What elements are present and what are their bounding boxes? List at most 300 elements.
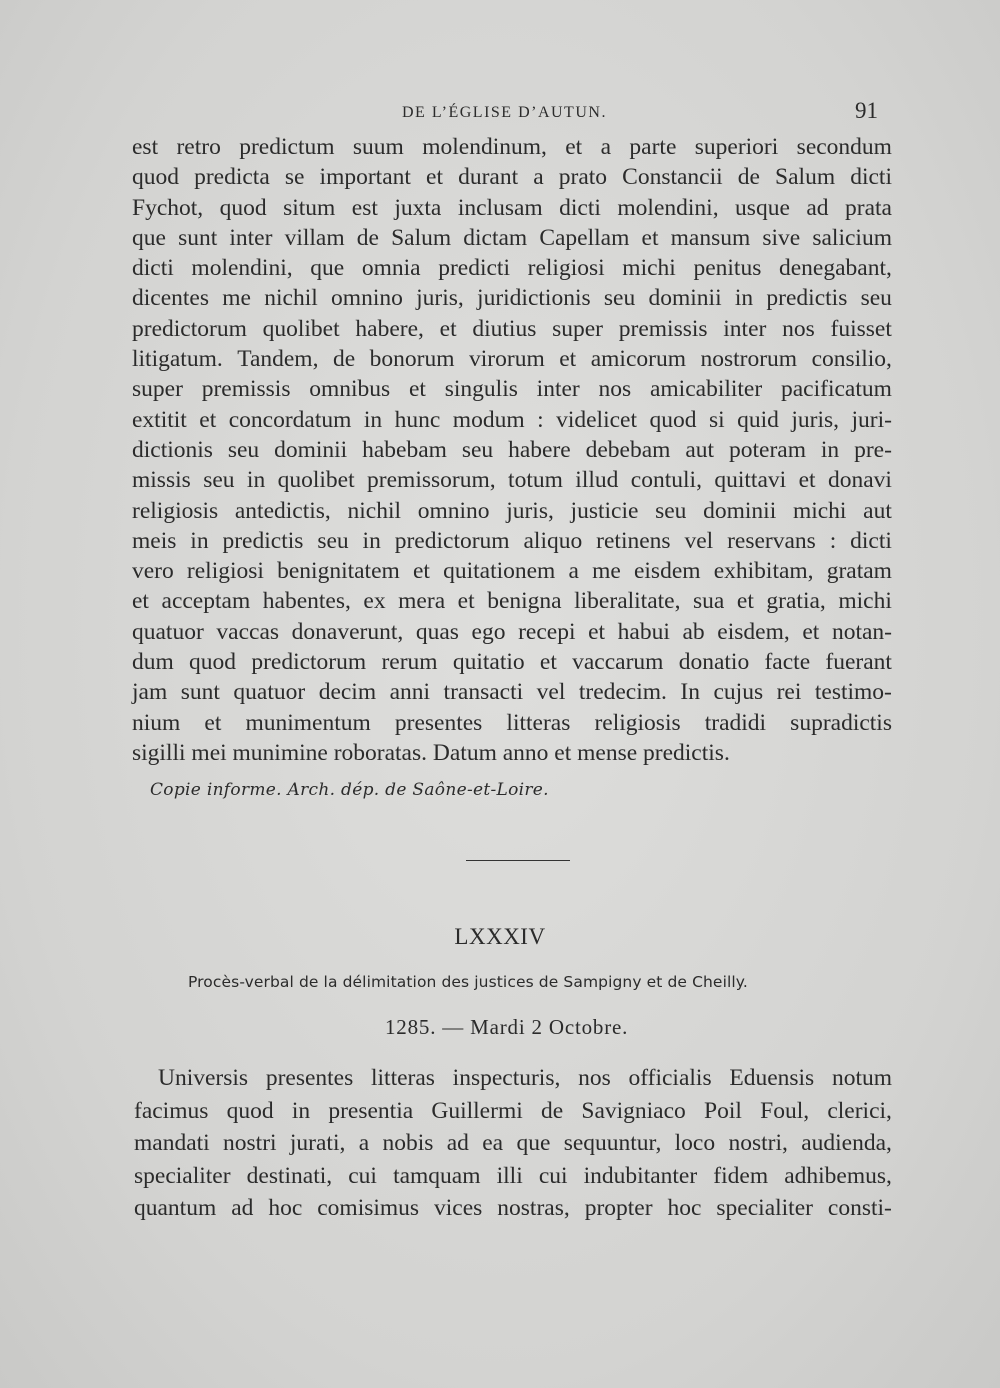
word: gratam xyxy=(826,558,892,585)
word: si xyxy=(708,406,725,433)
word: important xyxy=(319,164,411,191)
word: dominii xyxy=(703,497,777,524)
word: et xyxy=(409,376,426,403)
word: seu xyxy=(203,467,235,494)
word: in xyxy=(820,436,840,463)
word: premissorum, xyxy=(367,467,496,494)
word: presentia xyxy=(328,1097,414,1124)
word: testimo- xyxy=(814,679,892,706)
word: donatio xyxy=(678,649,750,676)
word: supradictis xyxy=(790,709,892,736)
word: ego xyxy=(471,618,506,645)
word: in xyxy=(291,1097,311,1124)
word: situm xyxy=(283,194,336,221)
word: mansum xyxy=(670,224,751,251)
word: molendini, xyxy=(191,255,293,282)
word: officialis xyxy=(628,1065,712,1091)
word: missis xyxy=(132,467,191,494)
word: ab xyxy=(682,618,705,645)
word: Poil xyxy=(704,1097,742,1124)
word: modum xyxy=(452,406,525,433)
word: secondum xyxy=(796,134,892,160)
word: nostri, xyxy=(728,1130,788,1156)
word: tamquam xyxy=(393,1162,481,1189)
word: donaverunt, xyxy=(291,618,404,645)
word: cujus xyxy=(713,679,764,706)
word: ea xyxy=(482,1130,504,1156)
word: sive xyxy=(762,224,801,251)
word: que xyxy=(132,224,166,251)
word: concordatum xyxy=(228,406,352,433)
word: cui xyxy=(348,1162,377,1189)
word: Foul, xyxy=(760,1097,810,1124)
word: habere, xyxy=(355,315,424,342)
word: est xyxy=(351,194,378,221)
word: facimus xyxy=(134,1097,209,1124)
word: eisdem xyxy=(633,558,701,585)
word: jurati, xyxy=(289,1130,346,1156)
word: habentes, xyxy=(262,588,351,615)
word: decim xyxy=(318,679,377,706)
word: sua xyxy=(693,588,725,615)
text-line xyxy=(132,526,892,556)
word: religiosis xyxy=(132,497,219,524)
word: presentes xyxy=(394,709,483,736)
word: quod xyxy=(132,164,179,191)
word: singulis xyxy=(444,376,518,403)
word: dictionis xyxy=(132,436,213,463)
word: mandati xyxy=(134,1130,210,1156)
text-line xyxy=(132,677,892,707)
word: juri- xyxy=(851,406,892,433)
word: ex xyxy=(363,588,386,615)
word: et xyxy=(204,709,222,736)
word: de xyxy=(356,224,379,251)
word: et xyxy=(588,618,606,645)
word: adhibemus, xyxy=(784,1162,892,1189)
word: et xyxy=(439,315,457,342)
word: quas xyxy=(415,618,459,645)
word: quod xyxy=(226,1097,274,1124)
word: tradidi xyxy=(704,709,767,736)
word: eisdem, xyxy=(717,618,790,645)
word: est xyxy=(132,134,159,160)
word: aut xyxy=(685,436,715,463)
word: prato xyxy=(558,164,608,191)
word: quantum xyxy=(134,1195,217,1221)
word: religiosi xyxy=(527,255,605,282)
word: inspecturis, xyxy=(452,1065,561,1091)
word: diutius xyxy=(472,315,537,342)
word: vero xyxy=(132,558,174,585)
word: et xyxy=(132,588,149,615)
word: predictorum xyxy=(251,649,367,676)
word: nostri xyxy=(223,1130,277,1156)
running-title: DE L’ÉGLISE D’AUTUN. xyxy=(402,104,607,121)
word: molendinum, xyxy=(422,134,547,160)
word: ad xyxy=(806,194,829,221)
word: pre- xyxy=(854,436,892,463)
word: aliquo xyxy=(523,527,583,554)
word: predictorum xyxy=(394,527,510,554)
word: reservans xyxy=(727,527,816,554)
word: religiosi xyxy=(186,558,264,585)
word: illud xyxy=(575,467,619,494)
charter-title: Procès-verbal de la délimitation des justices de Sampigny et de Cheilly. xyxy=(188,973,748,991)
word: vices xyxy=(434,1195,483,1221)
word: habui xyxy=(617,618,670,645)
word: illi xyxy=(496,1162,523,1189)
text-line xyxy=(132,374,892,404)
word: et xyxy=(457,588,475,615)
word: et xyxy=(802,618,820,645)
word: inter xyxy=(536,376,580,403)
word: nos xyxy=(598,376,632,403)
word: a xyxy=(533,164,544,191)
word: juridictionis xyxy=(477,285,591,312)
word: quittavi xyxy=(714,467,787,494)
word: a xyxy=(358,1130,370,1156)
text-line xyxy=(132,617,892,647)
word: denegabant, xyxy=(779,255,892,282)
text-line xyxy=(132,283,892,313)
word: seu xyxy=(603,285,636,312)
source-note: Copie informe. Arch. dép. de Saône-et-Loire. xyxy=(150,780,549,800)
word: totum xyxy=(508,467,563,494)
word: Tandem, xyxy=(237,346,319,373)
word: que xyxy=(310,255,345,282)
word: michi xyxy=(838,588,892,615)
word: penitus xyxy=(693,255,762,282)
word: : xyxy=(537,406,544,433)
text-line xyxy=(132,405,892,435)
word: dicti xyxy=(850,164,892,191)
text-line xyxy=(134,1127,892,1160)
word: se xyxy=(284,164,305,191)
word: tredecim. xyxy=(578,679,667,706)
word: dominii xyxy=(648,285,722,312)
word: specialiter xyxy=(716,1195,813,1221)
text-line xyxy=(132,314,892,344)
word: litteras xyxy=(506,709,571,736)
word: predictis xyxy=(222,527,304,554)
word: fuisset xyxy=(830,315,892,342)
text-line xyxy=(132,556,892,586)
word: Guillermi xyxy=(431,1097,523,1124)
word: a xyxy=(568,558,579,585)
word: et xyxy=(736,588,754,615)
word: seu xyxy=(860,285,892,312)
word: meis xyxy=(132,527,177,554)
word: seu xyxy=(317,527,349,554)
text-line xyxy=(134,1160,892,1193)
word: dictam xyxy=(463,224,528,251)
word: inter xyxy=(723,315,767,342)
word: et xyxy=(412,558,430,585)
word: parte xyxy=(629,134,677,160)
word: donavi xyxy=(827,467,892,494)
word: rei xyxy=(776,679,802,706)
word: inclusam xyxy=(457,194,543,221)
word: liberalitate, xyxy=(574,588,681,615)
word: rerum xyxy=(381,649,438,676)
word: dum xyxy=(132,649,174,676)
text-line xyxy=(134,1095,892,1128)
text-line xyxy=(132,253,892,283)
word: omnibus xyxy=(309,376,391,403)
word: clerici, xyxy=(827,1097,892,1124)
word: et xyxy=(426,164,443,191)
word: dominii xyxy=(274,436,348,463)
text-line xyxy=(132,647,892,677)
word: omnia xyxy=(361,255,421,282)
word: litteras xyxy=(370,1065,435,1091)
word: sunt xyxy=(178,224,218,251)
word: et xyxy=(539,649,557,676)
text-line xyxy=(132,465,892,495)
word: me xyxy=(222,285,251,312)
word: salicium xyxy=(812,224,892,251)
word: nostrorum xyxy=(700,346,798,373)
text-line xyxy=(132,738,892,768)
text-line xyxy=(132,193,892,223)
word: super xyxy=(132,376,183,403)
word: Capellam xyxy=(539,224,630,251)
word: nichil xyxy=(264,285,318,312)
word: comisimus xyxy=(317,1195,420,1221)
word: quatuor xyxy=(233,679,306,706)
word: retro xyxy=(176,134,221,160)
word: Universis xyxy=(158,1065,249,1091)
word: specialiter xyxy=(134,1162,231,1189)
word: hoc xyxy=(667,1195,702,1221)
word: quitatio xyxy=(452,649,525,676)
word: cui xyxy=(538,1162,568,1189)
word: hoc xyxy=(268,1195,303,1221)
word: notan- xyxy=(831,618,892,645)
word: in xyxy=(246,467,266,494)
text-line-content: sigilli mei munimine roboratas. Datum anno et mense predictis. xyxy=(132,739,730,766)
word: anni xyxy=(389,679,431,706)
word: et xyxy=(641,224,659,251)
word: predictum xyxy=(239,134,335,160)
text-line xyxy=(134,1192,892,1225)
word: et xyxy=(798,467,816,494)
word: in xyxy=(363,406,383,433)
word: suum xyxy=(352,134,404,160)
word: hunc xyxy=(394,406,441,433)
word: debebam xyxy=(585,436,671,463)
word: ad xyxy=(446,1130,469,1156)
word: antedictis, xyxy=(234,497,331,524)
word: mera xyxy=(398,588,446,615)
word: consilio, xyxy=(811,346,892,373)
word: videlicet xyxy=(556,406,637,433)
body-paragraph xyxy=(132,132,892,768)
word: sequuntur, xyxy=(563,1130,662,1156)
word: indubitanter xyxy=(583,1162,698,1189)
word: juris, xyxy=(791,406,839,433)
word: quod xyxy=(219,194,267,221)
word: predicti xyxy=(438,255,510,282)
word: fuerant xyxy=(825,649,892,676)
word: benignitatem xyxy=(277,558,400,585)
word: villam xyxy=(284,224,345,251)
word: quid xyxy=(737,406,779,433)
word: amicorum xyxy=(590,346,686,373)
word: quod xyxy=(649,406,697,433)
word: nium xyxy=(132,709,181,736)
word: propter xyxy=(584,1195,653,1221)
word: omnino xyxy=(417,497,490,524)
word: predictorum xyxy=(132,315,247,342)
word: quitationem xyxy=(443,558,556,585)
word: pacificatum xyxy=(780,376,892,403)
word: nostras, xyxy=(497,1195,570,1221)
word: dicentes xyxy=(132,285,209,312)
word: benigna xyxy=(487,588,562,615)
text-line xyxy=(132,132,892,162)
word: vaccarum xyxy=(572,649,664,676)
word: religiosis xyxy=(594,709,681,736)
word: notum xyxy=(831,1065,892,1091)
word: inter xyxy=(229,224,273,251)
word: dicti xyxy=(132,255,174,282)
word: vel xyxy=(684,527,714,554)
word: Savigniaco xyxy=(581,1097,686,1124)
text-line xyxy=(132,708,892,738)
charter-text xyxy=(134,1062,892,1225)
word: In xyxy=(680,679,700,706)
word: extitit xyxy=(132,406,187,433)
word: quolibet xyxy=(277,467,355,494)
word: acceptam xyxy=(161,588,251,615)
word: Salum xyxy=(391,224,452,251)
word: omnino xyxy=(331,285,403,312)
word: quod xyxy=(189,649,237,676)
word: contuli, xyxy=(630,467,702,494)
word: recepi xyxy=(518,618,576,645)
section-divider xyxy=(466,860,570,861)
word: destinati, xyxy=(246,1162,333,1189)
word: nobis xyxy=(382,1130,434,1156)
word: dicti xyxy=(850,527,892,554)
word: justicie xyxy=(570,497,639,524)
word: virorum xyxy=(469,346,545,373)
word: usque xyxy=(735,194,790,221)
word: super xyxy=(552,315,603,342)
word: juris, xyxy=(506,497,554,524)
word: Fychot, xyxy=(132,194,204,221)
word: et xyxy=(199,406,217,433)
charter-number: LXXXIV xyxy=(454,924,546,949)
word: consti- xyxy=(827,1195,892,1221)
word: nos xyxy=(578,1065,611,1091)
word: gratia, xyxy=(766,588,826,615)
word: premissis xyxy=(201,376,291,403)
text-line xyxy=(132,344,892,374)
text-line xyxy=(132,496,892,526)
word: predictis xyxy=(766,285,848,312)
text-line xyxy=(132,162,892,192)
word: loco xyxy=(674,1130,716,1156)
text-line xyxy=(132,586,892,616)
word: me xyxy=(592,558,621,585)
word: superiori xyxy=(694,134,779,160)
word: de xyxy=(540,1097,564,1124)
word: amicabiliter xyxy=(649,376,763,403)
word: sunt xyxy=(180,679,220,706)
page-number: 91 xyxy=(855,98,878,123)
word: Constancii xyxy=(622,164,723,191)
word: quatuor xyxy=(132,618,204,645)
word: prata xyxy=(845,194,892,221)
word: molendini, xyxy=(617,194,719,221)
text-line xyxy=(132,435,892,465)
word: predicta xyxy=(194,164,270,191)
word: seu xyxy=(655,497,687,524)
word: facte xyxy=(764,649,811,676)
word: munimentum xyxy=(245,709,371,736)
word: et xyxy=(565,134,583,160)
word: dicti xyxy=(559,194,601,221)
word: nos xyxy=(782,315,815,342)
word: fidem xyxy=(713,1162,769,1189)
word: audienda, xyxy=(801,1130,892,1156)
word: ad xyxy=(231,1195,254,1221)
word: que xyxy=(516,1130,551,1156)
word: habere xyxy=(508,436,571,463)
word: de xyxy=(737,164,760,191)
word: retinens xyxy=(596,527,671,554)
word: juxta xyxy=(394,194,442,221)
word: : xyxy=(829,527,837,554)
word: transacti xyxy=(443,679,524,706)
word: exhibitam, xyxy=(713,558,814,585)
word: juris, xyxy=(416,285,464,312)
word: habebam xyxy=(362,436,447,463)
word: seu xyxy=(461,436,494,463)
word: vaccas xyxy=(216,618,280,645)
text-line xyxy=(134,1062,892,1095)
word: bonorum xyxy=(369,346,455,373)
word: durant xyxy=(458,164,519,191)
word: nichil xyxy=(347,497,402,524)
word: jam xyxy=(132,679,168,706)
word: aut xyxy=(863,497,892,524)
word: et xyxy=(559,346,577,373)
word: in xyxy=(190,527,209,554)
charter-date: 1285. — Mardi 2 Octobre. xyxy=(385,1015,629,1039)
word: Eduensis xyxy=(729,1065,815,1091)
word: premissis xyxy=(618,315,708,342)
word: michi xyxy=(622,255,676,282)
word: vel xyxy=(536,679,566,706)
word: michi xyxy=(792,497,847,524)
running-head xyxy=(130,98,890,128)
word: de xyxy=(332,346,356,373)
word: litigatum. xyxy=(132,346,223,373)
word: poteram xyxy=(728,436,806,463)
word: in xyxy=(362,527,381,554)
word: quolibet xyxy=(262,315,340,342)
word: seu xyxy=(227,436,260,463)
word: a xyxy=(600,134,612,160)
text-line xyxy=(132,223,892,253)
word: in xyxy=(734,285,754,312)
word: presentes xyxy=(265,1065,354,1091)
word: Salum xyxy=(775,164,836,191)
